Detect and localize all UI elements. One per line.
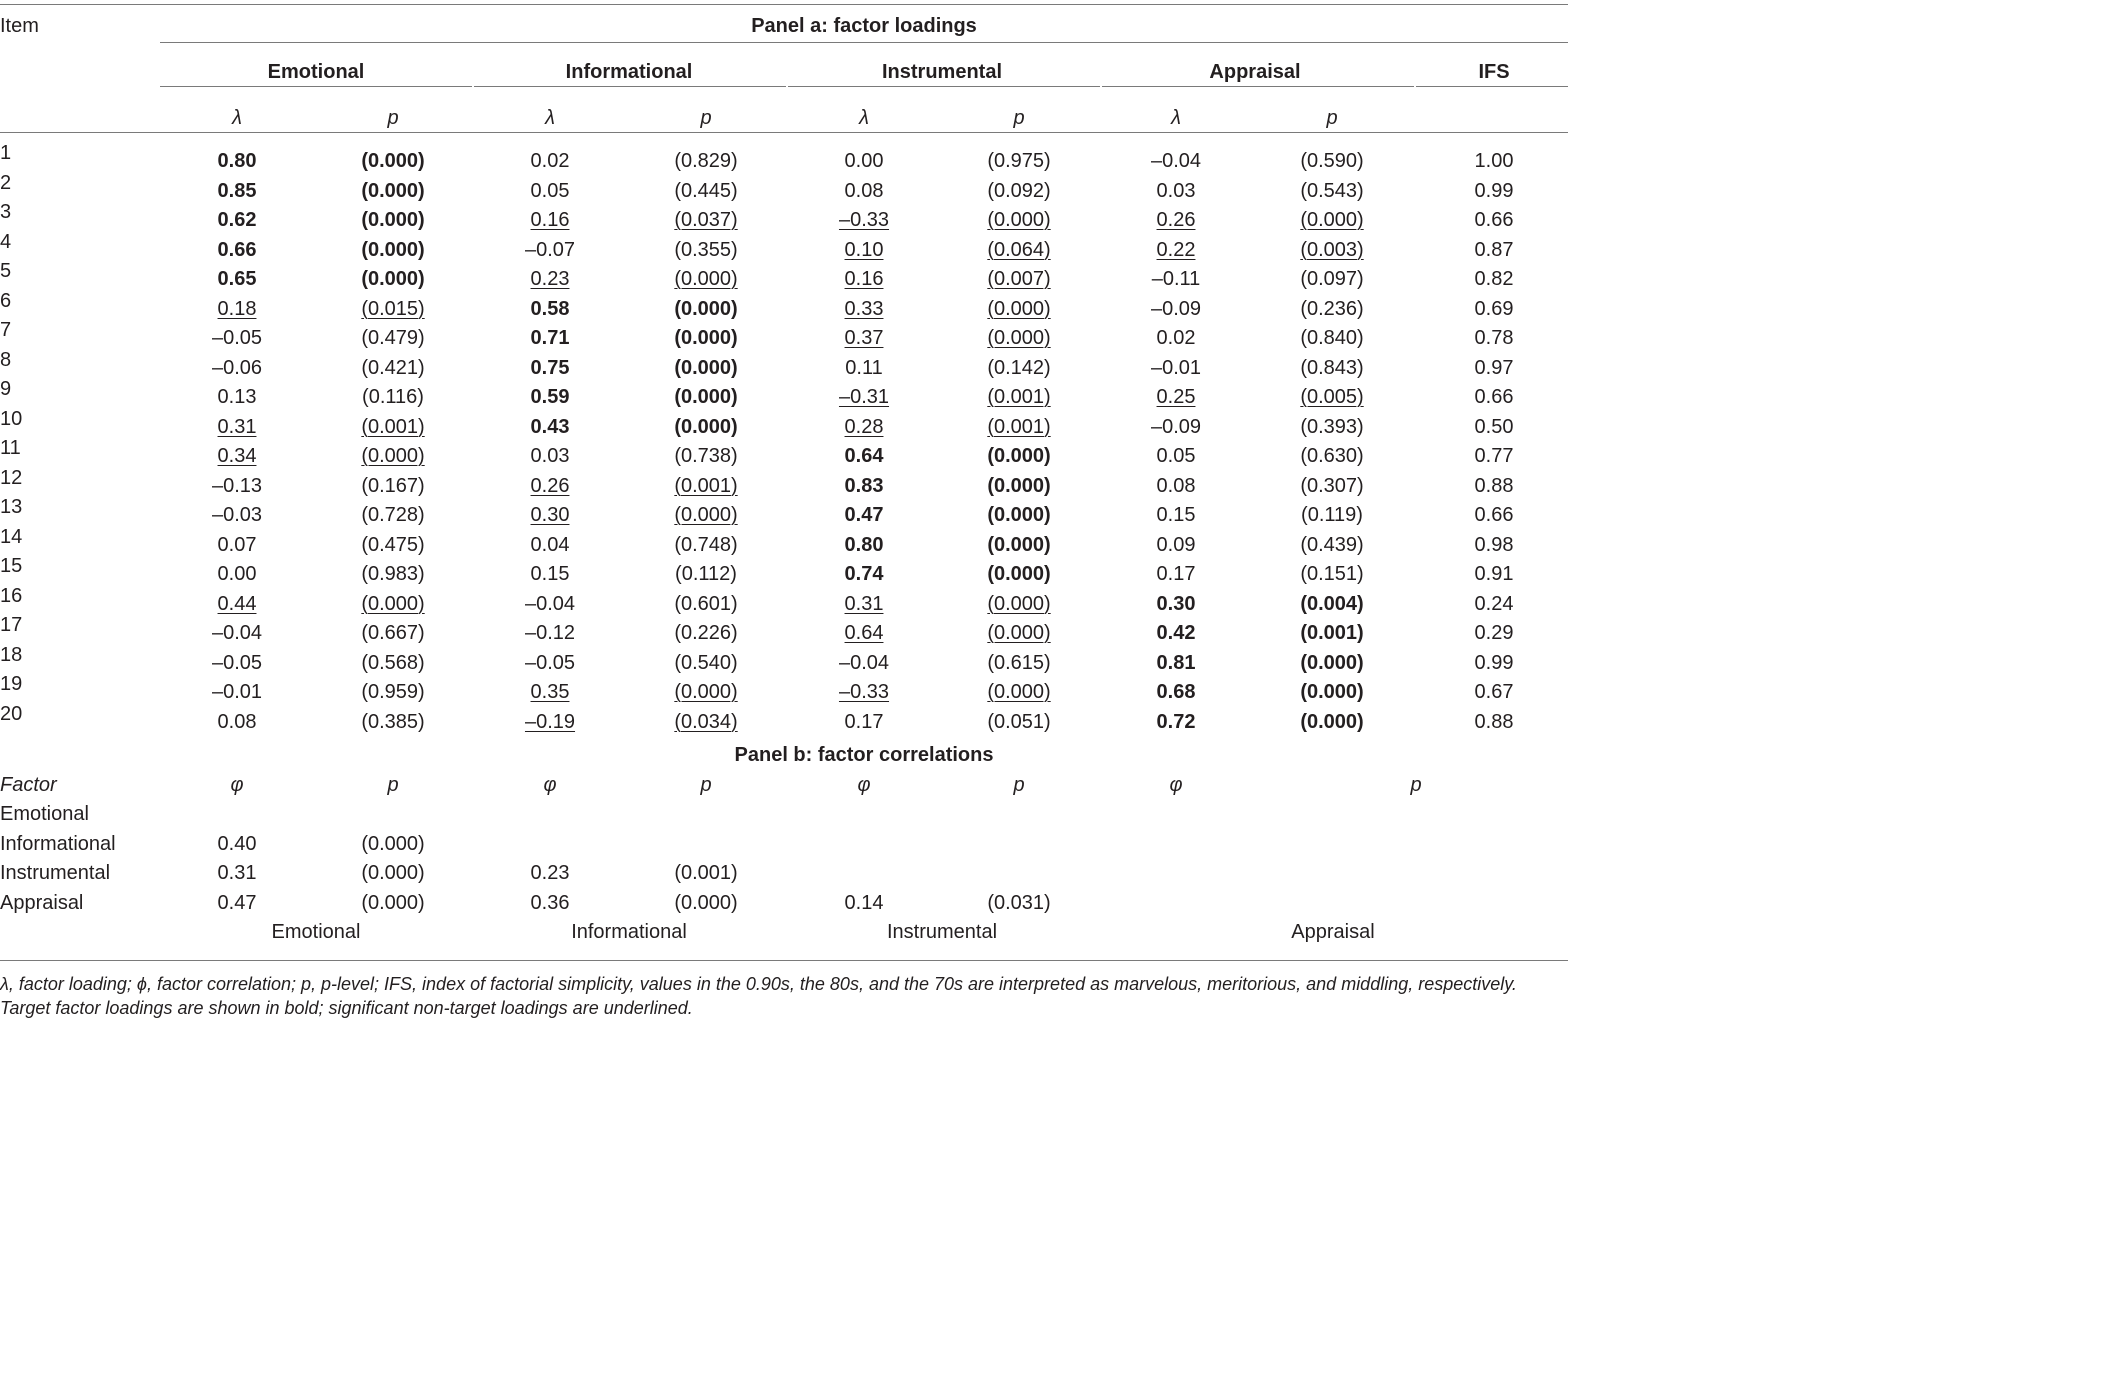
loading-cell: –0.04	[1150, 150, 1202, 172]
correlation-cell: (0.000)	[674, 891, 738, 914]
loading-cell: (0.601)	[674, 592, 738, 615]
loading-cell: –0.33	[838, 681, 890, 703]
item-number: 5	[0, 260, 12, 282]
item-number: 15	[0, 555, 23, 577]
p-header: p	[700, 107, 712, 129]
p-header: p	[700, 774, 712, 796]
loading-cell: (0.829)	[674, 150, 738, 172]
loading-cell: (0.959)	[361, 681, 425, 703]
loading-cell: (0.000)	[1300, 209, 1364, 231]
bottom-factor-label: Instrumental	[886, 921, 998, 943]
factor-label: Informational	[0, 832, 116, 855]
loading-cell: (0.007)	[987, 268, 1051, 290]
loading-cell: (0.393)	[1300, 415, 1364, 438]
loading-cell: (0.568)	[361, 651, 425, 674]
group-header-emotional: Emotional	[267, 61, 365, 83]
loading-cell: 0.64	[844, 622, 884, 644]
loading-cell: (0.001)	[1300, 622, 1364, 644]
loading-cell: 0.87	[1474, 238, 1514, 261]
correlation-cell: 0.36	[530, 891, 570, 914]
loading-cell: 0.35	[530, 681, 570, 703]
loading-cell: (0.000)	[987, 563, 1051, 585]
loading-cell: –0.04	[838, 651, 890, 674]
loading-cell: (0.000)	[987, 592, 1051, 615]
item-column-header: Item	[0, 15, 39, 37]
loading-cell: 0.03	[530, 445, 570, 467]
loading-cell: (0.840)	[1300, 327, 1364, 349]
loading-cell: (0.630)	[1300, 445, 1364, 467]
loading-cell: –0.01	[1150, 356, 1202, 379]
loading-cell: –0.03	[211, 504, 263, 526]
loading-cell: (0.000)	[361, 209, 425, 231]
loading-cell: –0.04	[211, 622, 263, 644]
item-number: 17	[0, 614, 23, 636]
item-number: 13	[0, 496, 23, 518]
loading-cell: (0.000)	[674, 268, 738, 290]
panel-b-title: Panel b: factor correlations	[734, 744, 994, 766]
loading-cell: 0.23	[530, 268, 570, 290]
loading-cell: 0.81	[1156, 651, 1196, 674]
loading-cell: 0.05	[1156, 445, 1196, 467]
loading-cell: 0.67	[1474, 681, 1514, 703]
p-header: p	[1326, 107, 1338, 129]
item-number: 16	[0, 584, 23, 607]
loading-cell: 0.85	[217, 179, 257, 202]
loading-cell: 0.42	[1156, 622, 1196, 644]
loading-cell: (0.001)	[361, 415, 425, 438]
loading-cell: (0.000)	[361, 238, 425, 261]
p-header: p	[387, 774, 399, 796]
loading-cell: (0.000)	[361, 150, 425, 172]
loading-cell: 0.47	[844, 504, 884, 526]
loading-cell: (0.051)	[987, 710, 1051, 733]
loading-cell: (0.037)	[674, 209, 738, 231]
correlation-cell: (0.000)	[361, 891, 425, 914]
loading-cell: 0.80	[844, 533, 884, 556]
loading-cell: (0.001)	[987, 386, 1051, 408]
loading-cell: (0.092)	[987, 179, 1051, 202]
loading-cell: (0.000)	[1300, 681, 1364, 703]
loading-cell: 0.43	[530, 415, 570, 438]
panel-a-rule	[160, 42, 1568, 43]
loading-cell: (0.151)	[1300, 563, 1364, 585]
loading-cell: –0.13	[211, 474, 263, 497]
phi-header: φ	[230, 774, 244, 796]
phi-header: φ	[1169, 774, 1183, 796]
loading-cell: 0.68	[1156, 681, 1196, 703]
loading-cell: 0.30	[530, 504, 570, 526]
loading-cell: (0.000)	[987, 681, 1051, 703]
bottom-factor-label: Informational	[571, 921, 687, 943]
loading-cell: (0.000)	[674, 415, 738, 438]
loading-cell: 0.02	[1156, 327, 1196, 349]
loading-cell: (0.355)	[674, 238, 738, 261]
loading-cell: (0.004)	[1300, 592, 1364, 615]
loading-cell: (0.236)	[1300, 297, 1364, 320]
loading-cell: 0.34	[217, 445, 257, 467]
group-header-ifs: IFS	[1478, 61, 1510, 83]
loading-cell: 0.78	[1474, 327, 1514, 349]
loading-cell: (0.001)	[674, 474, 738, 497]
loading-cell: (0.667)	[361, 622, 425, 644]
loading-cell: 0.33	[844, 297, 884, 320]
loading-cell: (0.000)	[674, 297, 738, 320]
loading-cell: (0.000)	[674, 327, 738, 349]
loading-cell: 0.15	[530, 563, 570, 585]
correlation-cell: (0.031)	[987, 891, 1051, 914]
loading-cell: 0.30	[1156, 592, 1196, 615]
loading-cell: 0.16	[530, 209, 570, 231]
item-number: 10	[0, 407, 23, 430]
loading-cell: 0.18	[217, 297, 257, 320]
loading-cell: (0.421)	[361, 356, 425, 379]
loading-cell: 0.08	[217, 710, 257, 733]
loading-cell: 0.24	[1474, 592, 1514, 615]
loading-cell: (0.445)	[674, 179, 738, 202]
p-header: p	[1013, 107, 1025, 129]
loading-cell: 0.10	[844, 238, 884, 261]
loading-cell: (0.000)	[361, 268, 425, 290]
loading-cell: 0.37	[844, 327, 884, 349]
group-rule-emotional	[160, 86, 472, 87]
loading-cell: (0.975)	[987, 150, 1051, 172]
loading-cell: 1.00	[1474, 150, 1514, 172]
item-number: 19	[0, 673, 23, 695]
loading-cell: 0.91	[1474, 563, 1514, 585]
loading-cell: 0.66	[1474, 386, 1514, 408]
loading-cell: (0.116)	[362, 386, 424, 408]
loading-cell: 0.65	[217, 268, 257, 290]
loading-cell: 0.31	[844, 592, 884, 615]
loading-cell: (0.000)	[1300, 710, 1364, 733]
loading-cell: (0.000)	[674, 356, 738, 379]
loading-cell: 0.88	[1474, 710, 1514, 733]
group-header-instrumental: Instrumental	[881, 61, 1003, 83]
item-number: 2	[0, 171, 12, 194]
loading-cell: (0.000)	[987, 297, 1051, 320]
loading-cell: 0.00	[217, 563, 257, 585]
loading-cell: 0.17	[844, 710, 884, 733]
footnote: λ, factor loading; ϕ, factor correlation; p, p-level; IFS, index of factorial simplicity, values in the 0.90s, the 80s, and the 70s are interpreted as marvelous, meritorious, and middling, respectively. Target factor loadings are shown in bold; significant non-target loadings are underlined.	[0, 974, 1517, 1018]
loading-cell: 0.04	[530, 533, 570, 556]
loading-cell: –0.12	[524, 622, 576, 644]
loading-cell: (0.590)	[1300, 150, 1364, 172]
factor-label: Emotional	[0, 803, 89, 825]
factor-label: Appraisal	[0, 891, 84, 914]
loading-cell: (0.015)	[361, 297, 425, 320]
bottom-factor-label: Emotional	[271, 921, 361, 943]
loading-cell: (0.000)	[987, 533, 1051, 556]
loading-cell: 0.50	[1474, 415, 1514, 438]
loading-cell: (0.000)	[674, 386, 738, 408]
loading-cell: 0.99	[1474, 179, 1514, 202]
factor-column-header: Factor	[0, 774, 57, 796]
loading-cell: 0.58	[530, 297, 570, 320]
loading-cell: (0.000)	[987, 474, 1051, 497]
group-rule-instrumental	[788, 86, 1100, 87]
group-header-appraisal: Appraisal	[1209, 61, 1301, 83]
loading-cell: 0.99	[1474, 651, 1514, 674]
loading-cell: 0.08	[1156, 474, 1196, 497]
lambda-header: λ	[232, 107, 242, 129]
loading-cell: –0.09	[1150, 297, 1202, 320]
loading-cell: (0.000)	[674, 681, 738, 703]
group-rule-informational	[474, 86, 786, 87]
item-number: 1	[0, 142, 12, 164]
panel-a-title: Panel a: factor loadings	[751, 15, 977, 37]
loading-cell: (0.000)	[674, 504, 738, 526]
loading-cell: 0.82	[1474, 268, 1514, 290]
loading-cell: 0.31	[217, 415, 257, 438]
loading-cell: –0.31	[838, 386, 890, 408]
loading-cell: (0.479)	[361, 327, 425, 349]
loading-cell: 0.44	[217, 592, 257, 615]
loading-cell: (0.064)	[987, 238, 1051, 261]
loading-cell: (0.000)	[987, 209, 1051, 231]
loading-cell: 0.26	[530, 474, 570, 497]
loading-cell: (0.543)	[1300, 179, 1364, 202]
loading-cell: (0.097)	[1300, 268, 1364, 290]
correlation-cell: 0.31	[217, 862, 257, 884]
loading-cell: 0.62	[217, 209, 257, 231]
loading-cell: (0.000)	[987, 622, 1051, 644]
correlation-cell: (0.000)	[361, 862, 425, 884]
loading-cell: 0.83	[844, 474, 884, 497]
bottom-factor-label: Appraisal	[1291, 921, 1375, 943]
item-number: 4	[0, 230, 12, 253]
loading-cell: 0.80	[217, 150, 257, 172]
loading-cell: (0.001)	[987, 415, 1051, 438]
factor-label: Instrumental	[0, 862, 111, 884]
item-number: 12	[0, 466, 23, 489]
loading-cell: 0.88	[1474, 474, 1514, 497]
loading-cell: 0.29	[1474, 622, 1514, 644]
loading-cell: 0.75	[530, 356, 570, 379]
loading-cell: (0.000)	[361, 592, 425, 615]
item-number: 9	[0, 378, 12, 400]
loading-cell: (0.112)	[675, 563, 737, 585]
loading-cell: (0.540)	[674, 651, 738, 674]
loading-cell: 0.26	[1156, 209, 1196, 231]
correlation-cell: 0.14	[844, 891, 884, 914]
loading-cell: (0.615)	[987, 651, 1051, 674]
item-number: 14	[0, 525, 23, 548]
loading-cell: (0.000)	[987, 445, 1051, 467]
correlation-cell: 0.40	[217, 832, 257, 855]
loading-cell: –0.05	[524, 651, 576, 674]
loading-cell: (0.307)	[1300, 474, 1364, 497]
top-rule	[0, 4, 1568, 5]
lambda-header: λ	[545, 107, 555, 129]
lambda-header: λ	[1171, 107, 1181, 129]
loading-cell: –0.11	[1151, 268, 1201, 290]
loading-cell: 0.22	[1156, 238, 1196, 261]
phi-header: φ	[543, 774, 557, 796]
loading-cell: (0.475)	[361, 533, 425, 556]
loading-cell: 0.25	[1156, 386, 1196, 408]
loading-cell: –0.07	[524, 238, 576, 261]
loading-cell: –0.01	[211, 681, 263, 703]
loading-cell: (0.119)	[1301, 504, 1363, 526]
loading-cell: (0.000)	[361, 179, 425, 202]
group-rule-ifs	[1416, 86, 1568, 87]
correlation-cell: 0.23	[530, 862, 570, 884]
loading-cell: 0.66	[1474, 504, 1514, 526]
p-header: p	[1410, 774, 1422, 796]
item-number: 7	[0, 319, 12, 341]
loading-cell: (0.738)	[674, 445, 738, 467]
loading-cell: (0.983)	[361, 563, 425, 585]
loading-cell: 0.97	[1474, 356, 1514, 379]
loading-cell: –0.05	[211, 651, 263, 674]
item-number: 6	[0, 289, 12, 312]
item-number: 18	[0, 643, 23, 666]
loading-cell: (0.167)	[361, 474, 425, 497]
loading-cell: (0.226)	[674, 622, 738, 644]
loading-cell: (0.034)	[674, 710, 738, 733]
loading-cell: (0.439)	[1300, 533, 1364, 556]
loading-cell: 0.72	[1156, 710, 1196, 733]
loading-cell: (0.003)	[1300, 238, 1364, 261]
loading-cell: 0.74	[844, 563, 884, 585]
loading-cell: 0.13	[217, 386, 257, 408]
loading-cell: –0.09	[1150, 415, 1202, 438]
loading-cell: 0.00	[844, 150, 884, 172]
loading-cell: (0.000)	[1300, 651, 1364, 674]
lambda-header: λ	[859, 107, 869, 129]
loading-cell: 0.66	[1474, 209, 1514, 231]
loading-cell: (0.005)	[1300, 386, 1364, 408]
loading-cell: –0.05	[211, 327, 263, 349]
loading-cell: 0.71	[530, 327, 570, 349]
loading-cell: 0.07	[217, 533, 257, 556]
loading-cell: 0.03	[1156, 179, 1196, 202]
loading-cell: (0.142)	[987, 356, 1051, 379]
loading-cell: 0.17	[1156, 563, 1196, 585]
loading-cell: 0.98	[1474, 533, 1514, 556]
correlation-cell: (0.000)	[361, 832, 425, 855]
header-bottom-rule	[0, 132, 1568, 133]
p-header: p	[387, 107, 399, 129]
loading-cell: (0.385)	[361, 710, 425, 733]
loading-cell: 0.59	[530, 386, 570, 408]
loading-cell: (0.000)	[987, 327, 1051, 349]
loading-cell: 0.69	[1474, 297, 1514, 320]
group-header-informational: Informational	[565, 61, 693, 83]
table-bottom-rule	[0, 960, 1568, 961]
loading-cell: 0.05	[530, 179, 570, 202]
loading-cell: (0.728)	[361, 504, 425, 526]
loading-cell: (0.843)	[1300, 356, 1364, 379]
loading-cell: (0.000)	[361, 445, 425, 467]
loading-cell: 0.09	[1156, 533, 1196, 556]
loading-cell: –0.04	[524, 592, 576, 615]
item-number: 8	[0, 348, 12, 371]
correlation-cell: 0.47	[217, 891, 257, 914]
loading-cell: 0.08	[844, 179, 884, 202]
loading-cell: (0.748)	[674, 533, 738, 556]
item-number: 20	[0, 702, 23, 725]
loading-cell: 0.16	[844, 268, 884, 290]
phi-header: φ	[857, 774, 871, 796]
p-header: p	[1013, 774, 1025, 796]
loading-cell: 0.15	[1156, 504, 1196, 526]
loading-cell: –0.19	[524, 710, 576, 733]
loading-cell: 0.11	[845, 356, 883, 379]
loading-cell: 0.02	[530, 150, 570, 172]
group-rule-appraisal	[1102, 86, 1414, 87]
loading-cell: 0.64	[844, 445, 884, 467]
item-number: 3	[0, 201, 12, 223]
loading-cell: –0.33	[838, 209, 890, 231]
loading-cell: 0.66	[217, 238, 257, 261]
loading-cell: 0.77	[1474, 445, 1514, 467]
correlation-cell: (0.001)	[674, 862, 738, 884]
loading-cell: 0.28	[844, 415, 884, 438]
loading-cell: –0.06	[211, 356, 263, 379]
loading-cell: (0.000)	[987, 504, 1051, 526]
item-number: 11	[0, 437, 21, 459]
